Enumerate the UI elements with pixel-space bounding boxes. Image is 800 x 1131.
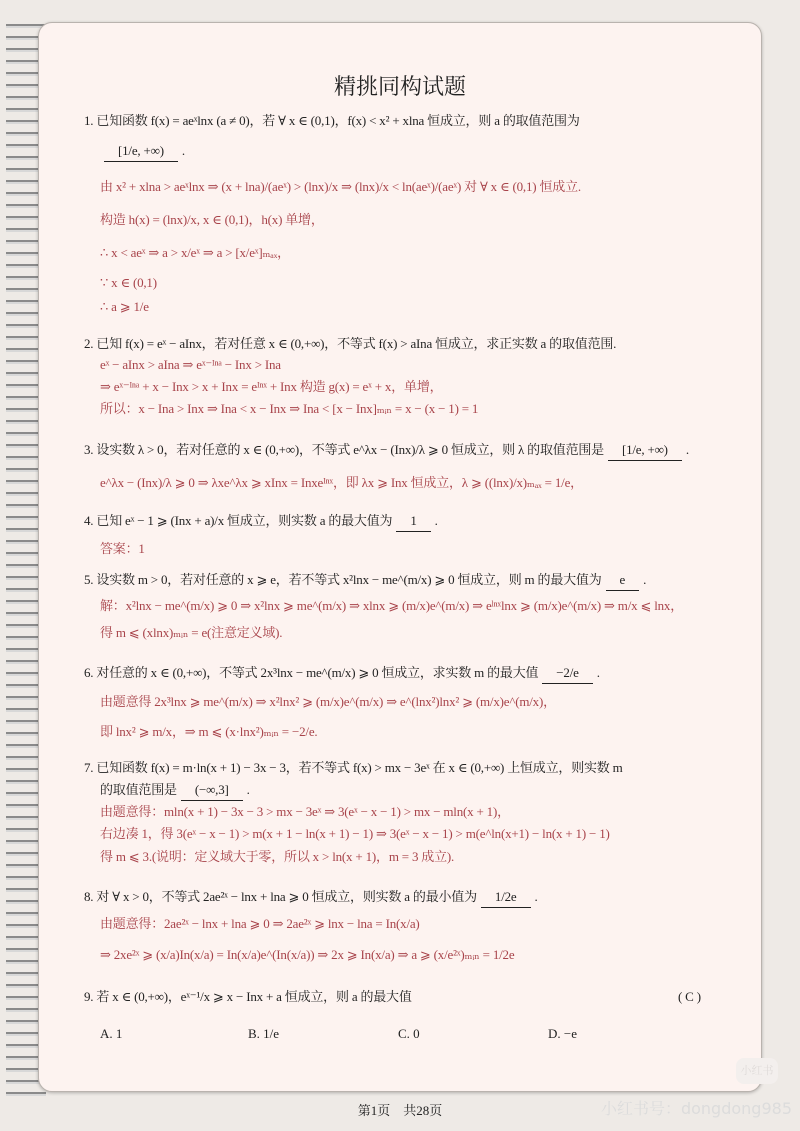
answer-9: ( C ) xyxy=(678,989,701,1004)
solution-line: 所以：x − Ina > Inx ⇒ Ina < x − Inx ⇒ Ina < [x − Inx]ₘᵢₙ = x − (x − 1) = 1 xyxy=(100,401,479,416)
solution-line: ∴ a ⩾ 1/e xyxy=(100,299,149,314)
solution-line: 答案：1 xyxy=(100,541,145,556)
question-5: 5. 设实数 m > 0，若对任意的 x ⩾ e，若不等式 x²lnx − me^(m/x) ⩾ 0 恒成立，则 m 的最大值为 e . xyxy=(84,570,646,591)
question-6: 6. 对任意的 x ∈ (0,+∞)，不等式 2x³lnx − me^(m/x) ⩾ 0 恒成立，求实数 m 的最大值 −2/e . xyxy=(84,663,600,684)
question-7: 7. 已知函数 f(x) = m·ln(x + 1) − 3x − 3，若不等式 f(x) > mx − 3eˣ 在 x ∈ (0,+∞) 上恒成立，则实数 m xyxy=(84,760,623,775)
page-title: 精挑同构试题 xyxy=(333,74,466,99)
solution-line: 即 lnx² ⩾ m/x，⇒ m ⩽ (x·lnx²)ₘᵢₙ = −2/e. xyxy=(100,724,318,739)
solution-line: 由题意得 2x³lnx ⩾ me^(m/x) ⇒ x²lnx² ⩾ (m/x)e^(m/x) ⇒ e^(lnx²)lnx² ⩾ (m/x)e^(m/x)， xyxy=(100,694,556,709)
solution-line: 构造 h(x) = (lnx)/x, x ∈ (0,1)，h(x) 单增， xyxy=(100,212,324,227)
question-7-cont: 的取值范围是 (−∞,3] . xyxy=(100,780,250,801)
solution-line: 得 m ⩽ 3.(说明：定义域大于零，所以 x > ln(x + 1)，m = 3 成立). xyxy=(100,849,455,864)
solution-line: 由题意得：mln(x + 1) − 3x − 3 > mx − 3eˣ ⇒ 3(eˣ − x − 1) > mx − mln(x + 1)， xyxy=(100,804,510,819)
question-2: 2. 已知 f(x) = eˣ − aInx，若对任意 x ∈ (0,+∞)，不等式 f(x) > aIna 恒成立，求正实数 a 的取值范围. xyxy=(84,336,617,351)
choice-d: D. −e xyxy=(548,1026,577,1041)
choice-a: A. 1 xyxy=(100,1026,123,1041)
question-1: 1. 已知函数 f(x) = aeˣlnx (a ≠ 0)，若 ∀ x ∈ (0,1)，f(x) < x² + xlna 恒成立，则 a 的取值范围为 xyxy=(84,113,580,128)
question-8: 8. 对 ∀ x > 0，不等式 2ae²ˣ − lnx + lna ⩾ 0 恒成立，则实数 a 的最小值为 1/2e . xyxy=(84,887,538,908)
solution-line: 右边凑 1，得 3(eˣ − x − 1) > m(x + 1 − ln(x + 1) − 1) ⇒ 3(eˣ − x − 1) > m(e^ln(x+1) − ln(x + 1) − 1) xyxy=(100,826,610,841)
question-9: 9. 若 x ∈ (0,+∞)，eˣ⁻¹/x ⩾ x − Inx + a 恒成立，则 a 的最大值 xyxy=(84,989,412,1004)
question-4: 4. 已知 eˣ − 1 ⩾ (Inx + a)/x 恒成立，则实数 a 的最大值为 1 . xyxy=(84,511,438,532)
solution-line: 由题意得：2ae²ˣ − lnx + lna ⩾ 0 ⇒ 2ae²ˣ ⩾ lnx − lna = In(x/a) xyxy=(100,916,420,931)
solution-line: 得 m ⩽ (xlnx)ₘᵢₙ = e(注意定义域). xyxy=(100,625,283,640)
solution-line: e^λx − (Inx)/λ ⩾ 0 ⇒ λxe^λx ⩾ xInx = Inxeᴵⁿˣ，即 λx ⩾ Inx 恒成立，λ ⩾ ((lnx)/x)ₘₐₓ = 1/e， xyxy=(100,475,583,490)
choice-c: C. 0 xyxy=(398,1026,420,1041)
solution-line: ∴ x < aeˣ ⇒ a > x/eˣ ⇒ a > [x/eˣ]ₘₐₓ， xyxy=(100,245,290,260)
solution-line: 由 x² + xlna > aeˣlnx ⇒ (x + lna)/(aeˣ) > (lnx)/x ⇒ (lnx)/x < ln(aeˣ)/(aeˣ) 对 ∀ x ∈ (0,1) 恒成立. xyxy=(100,179,581,194)
page-footer: 第1页 共28页 xyxy=(357,1103,443,1118)
solution-line: eˣ − aInx > aIna ⇒ eˣ⁻ᴵⁿᵃ − Inx > Ina xyxy=(100,357,281,372)
question-3: 3. 设实数 λ > 0，若对任意的 x ∈ (0,+∞)，不等式 e^λx − (Inx)/λ ⩾ 0 恒成立，则 λ 的取值范围是 [1/e, +∞) . xyxy=(84,440,689,461)
answer-1: [1/e, +∞) . xyxy=(100,141,185,162)
solution-line: ∵ x ∈ (0,1) xyxy=(100,275,157,290)
choice-b: B. 1/e xyxy=(248,1026,280,1041)
solution-line: 解：x²lnx − me^(m/x) ⩾ 0 ⇒ x²lnx ⩾ me^(m/x) ⇒ xlnx ⩾ (m/x)e^(m/x) ⇒ eˡⁿˣlnx ⩾ (m/x)e^(m/x) ⇒ m/x ⩽ lnx， xyxy=(100,598,684,613)
watermark: 小红书号：dongdong985 xyxy=(600,1099,792,1118)
solution-line: ⇒ 2xe²ˣ ⩾ (x/a)In(x/a) = In(x/a)e^(In(x/a)) ⇒ 2x ⩾ In(x/a) ⇒ a ⩾ (x/e²ˣ)ₘᵢₙ = 1/2e xyxy=(100,947,515,962)
solution-line: ⇒ eˣ⁻ᴵⁿᵃ + x − Inx > x + Inx = eᴵⁿˣ + Inx 构造 g(x) = eˣ + x，单增， xyxy=(100,379,443,394)
watermark-badge: 小红书 xyxy=(736,1058,778,1084)
